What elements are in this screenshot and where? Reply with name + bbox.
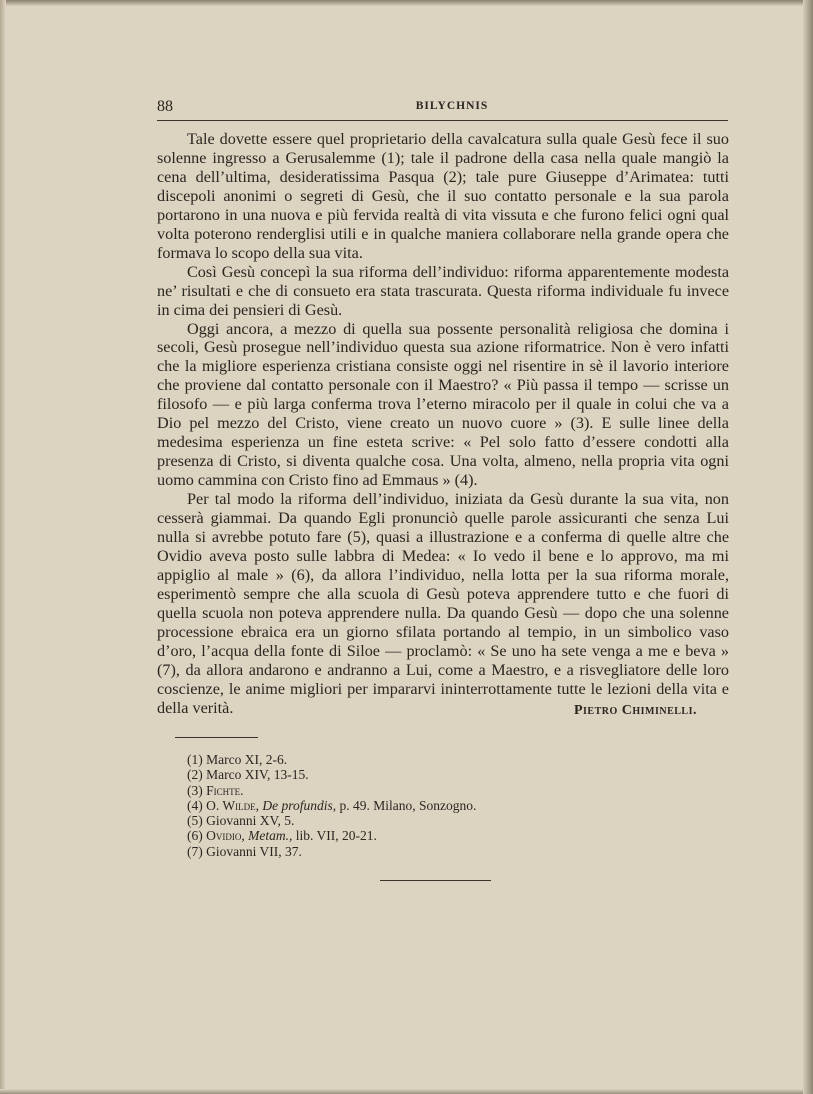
- footnote-item: [187, 767, 647, 782]
- footnote-item: [187, 783, 647, 798]
- footnote-text: Marco XIV, 13-15.: [206, 767, 309, 783]
- footnote-number: (1): [187, 752, 203, 767]
- footnote-item: [187, 752, 647, 767]
- footnote-author: Fichte.: [206, 782, 244, 798]
- page-number: 88: [157, 98, 173, 115]
- footnote-number: (4): [187, 797, 203, 813]
- page-left-edge: [0, 0, 6, 1094]
- author-signature: Pietro Chiminelli.: [573, 703, 697, 718]
- footnote-item: [187, 828, 647, 843]
- footnote-rule: [175, 737, 258, 738]
- footnote-number: (2): [187, 767, 203, 783]
- paragraph: Tale dovette essere quel proprietario della cavalcatura sulla quale Gesù fece il suo solenne ingresso a Gerusalemme (1); tale il padrone della casa nella quale mangiò la cena dell’ultima, desideratissima Pasqua (2); tale pure Giuseppe d’Arimatea: tutti discepoli anonimi o segreti di Gesù, che il suo contatto personale e la sua parola portarono in una nuova e più fervida realtà di vita vissuta e che furono felici ogni qual volta poterono renderglisi utili e in qualche maniera collaborare nella grande opera che formava lo scopo della sua vita.: [157, 130, 729, 262]
- paragraph: Così Gesù concepì la sua riforma dell’individuo: riforma apparentemente modesta ne’ risultati e che di consueto era stata trascurata. Questa riforma individuale fu invece in cima dei pensieri di Gesù.: [157, 262, 729, 319]
- footnote-number: (3): [187, 782, 203, 798]
- paragraph: Per tal modo la riforma dell’individuo, iniziata da Gesù durante la sua vita, non cesserà giammai. Da quando Egli pronunciò quelle parole assicuranti che senza Lui nulla si avrebbe potuto fare (5), quasi a illustrazione e a conferma di quelle altre che Ovidio aveva posto sulle labbra di Medea: « Io vedo il bene e lo approvo, ma mi appiglio al male » (6), da allora l’individuo, nella lotta per la sua riforma morale, esperimentò sempre che alla scuola di Gesù poteva apprendere tutto e che fuori di quella scuola non poteva apprendere nulla. Da quando Gesù — dopo che una solenne processione ebraica era un giorno sfilata portando al tempio, in un simbolico vaso d’oro, l’acqua della fonte di Siloe — proclamò: « Se uno ha sete venga a me e beva » (7), da allora andarono e andranno a Lui, come a Maestro, e a risvegliatore delle loro coscienze, le anime migliori per impararvi ininterrottamente tutte le lezioni della vita e della verità.: [157, 490, 729, 717]
- footnote-number: (6): [187, 828, 203, 844]
- footnote-text: Marco XI, 2-6.: [206, 752, 288, 767]
- footnote-text: Giovanni VII, 37.: [206, 843, 302, 859]
- end-rule: [380, 880, 491, 881]
- footnote-author: Ovidio,: [206, 828, 245, 844]
- footnote-item: [187, 813, 647, 828]
- article-body: [157, 130, 729, 718]
- footnote-item: [187, 844, 647, 859]
- page-header: [157, 98, 727, 120]
- footnote-author: O. Wilde,: [206, 797, 259, 813]
- footnote-number: (7): [187, 843, 203, 859]
- footnote-title: De profundis,: [262, 797, 337, 813]
- paragraph: Oggi ancora, a mezzo di quella sua possente personalità religiosa che domina i secoli, Gesù prosegue nell’individuo questa sua azione riformatrice. Non è vero infatti che la migliore esperienza cristiana consiste oggi nel risentire in sè il lavorio interiore che proviene dal contatto personale con il Maestro? « Più passa il tempo — scrisse un filosofo — e più larga conferma trova l’eterno miracolo per il quale in colui che va a Dio pel mezzo del Cristo, viene creato un nuovo cuore » (3). E sulle linee della medesima esperienza un fine esteta scrive: « Pel solo fatto d’essere condotti alla presenza di Cristo, si diventa qualche cosa. Una volta, almeno, nella propria vita ogni uomo cammina con Cristo fino ad Emmaus » (4).: [157, 319, 729, 490]
- page-bottom-edge: [0, 1089, 813, 1094]
- running-head: BILYCHNIS: [415, 100, 489, 112]
- footnote-number: (5): [187, 813, 203, 829]
- footnote-text: p. 49. Milano, Sonzogno.: [339, 797, 477, 813]
- footnote-item: [187, 798, 647, 813]
- header-rule: [157, 120, 728, 121]
- footnote-text: lib. VII, 20-21.: [295, 828, 377, 844]
- footnotes: [187, 752, 647, 859]
- footnote-title: Metam.,: [248, 828, 293, 844]
- footnote-text: Giovanni XV, 5.: [206, 813, 295, 829]
